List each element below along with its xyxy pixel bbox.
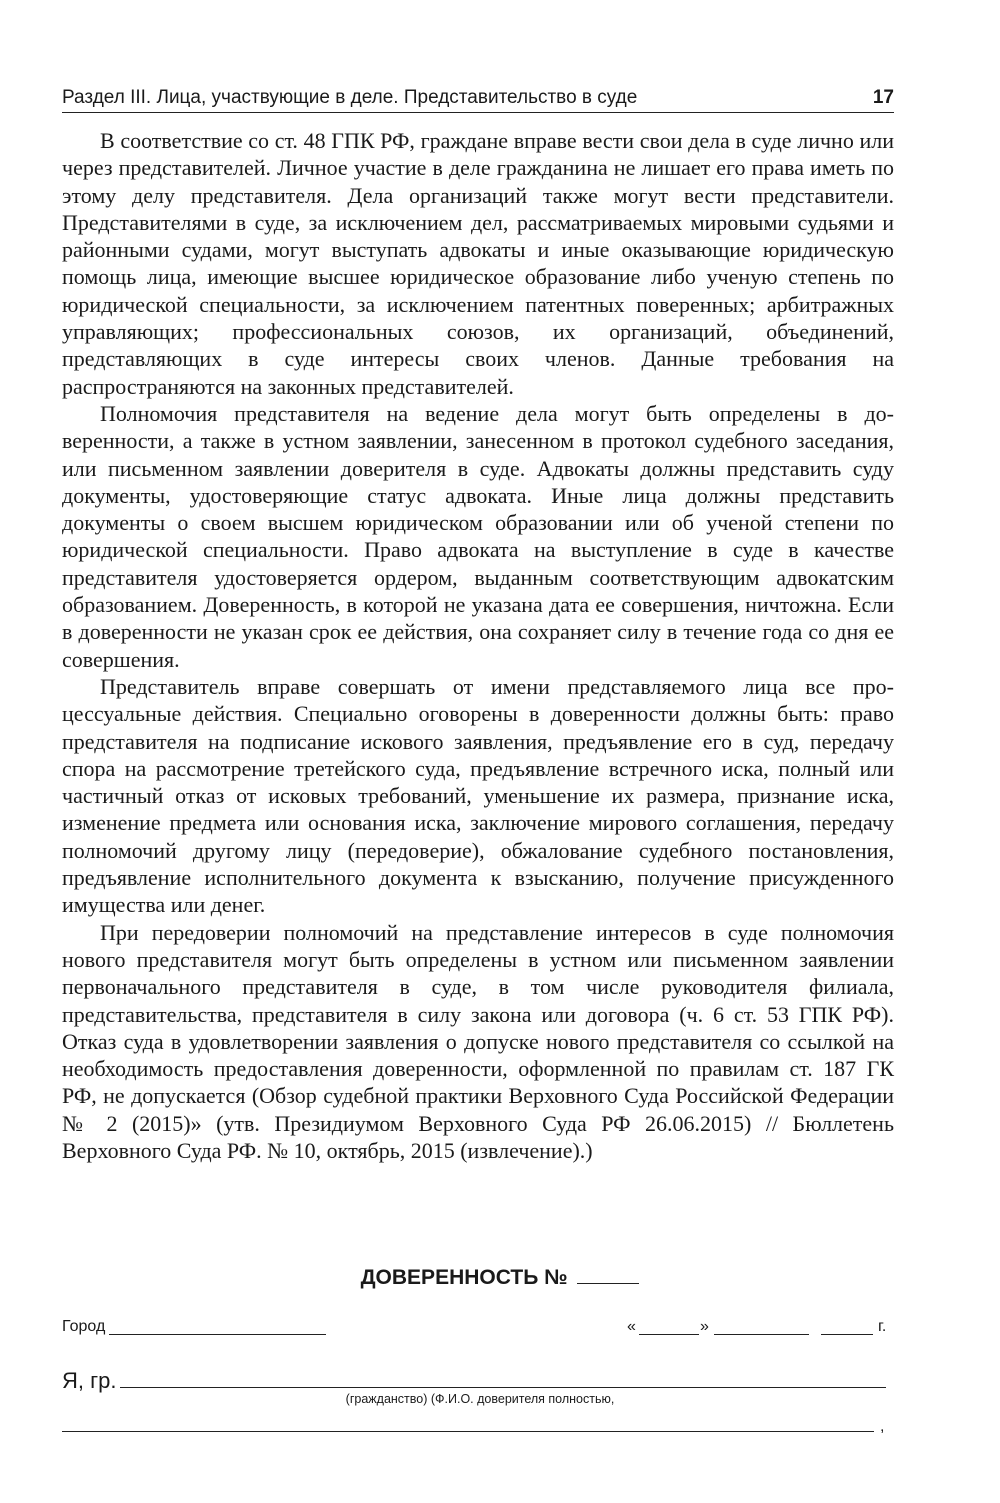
trailing-comma: ,: [880, 1418, 885, 1435]
section-title: Раздел III. Лица, участвующие в деле. Представительство в суде: [62, 87, 638, 108]
day-quote-close: »: [700, 1318, 709, 1335]
year-blank[interactable]: [821, 1334, 873, 1335]
page-number: 17: [872, 87, 894, 108]
grantor-label: Я, гр.: [62, 1368, 117, 1393]
running-header: [62, 86, 894, 113]
city-blank[interactable]: [109, 1334, 326, 1335]
grantor-hint: (гражданство) (Ф.И.О. доверителя полностью,: [345, 1392, 615, 1406]
number-blank[interactable]: [577, 1265, 639, 1284]
paragraph: Представитель вправе совершать от имени представляемого лица все процессуальные действия. Специально оговорены в доверенности должны быть: право представителя на подписание искового заявления, предъявление его в суд, передачу спора на рассмотрение третейского суда, предъявление встречного иска, полный или частичный отказ от исковых требований, уменьшение их размера, признание иска, изменение предмета или основания иска, заключение мирового соглашения, передачу полномочий другому лицу (передоверие), обжалование судебного постановления, предъявление исполнительного документа к взысканию, получение присужденного имущества или денег.: [62, 673, 894, 918]
paragraph: Полномочия представителя на ведение дела могут быть определены в доверенности, а также в устном заявлении, занесенном в протокол судебного заседания, или письменном заявлении доверителя в суде. Адвокаты должны представить суду документы, удостоверяющие статус адвоката. Иные лица должны представить документы о своем высшем юридическом образовании или об ученой степени по юридической специальности. Право адвоката на выступление в суде в качестве представителя удостоверяется ордером, выданным соответствующим адвокатским образованием. Доверенность, в которой не указана дата ее совершения, ничтожна. Если в доверенности не указан срок ее действия, она сохраняет силу в течение года со дня ее совершения.: [62, 400, 894, 672]
form-title-text: ДОВЕРЕННОСТЬ №: [360, 1266, 568, 1289]
paragraph: В соответствие со ст. 48 ГПК РФ, граждане вправе вести свои дела в суде лично или через представителей. Личное участие в деле гражданина не лишает его права иметь по этому делу представителя. Дела организаций также могут вести представители. Представителями в суде, за исключением дел, рассматриваемых мировыми судьями и районными судами, могут выступать адвокаты и иные оказывающие юридическую помощь лица, имеющие высшее юридическое образование либо ученую степень по юридической специальности, за исключением патентных поверенных; арбитражных управляющих; профессиональных союзов, их организаций, объединений, представляющих в суде интересы своих членов. Данные требования на распространяются на законных представителей.: [62, 128, 894, 399]
year-suffix: г.: [878, 1318, 887, 1335]
month-blank[interactable]: [714, 1334, 809, 1335]
continuation-blank[interactable]: [62, 1431, 874, 1432]
city-label: Город: [62, 1318, 106, 1335]
day-blank[interactable]: [639, 1334, 699, 1335]
day-quote-open: «: [627, 1318, 636, 1335]
form-title: [0, 1265, 1000, 1291]
body-text: [62, 127, 894, 1164]
grantor-blank[interactable]: [120, 1387, 886, 1388]
paragraph: При передоверии полномочий на представление интересов в суде полномочия нового представителя могут быть определены в устном или письменном заявлении первоначального представителя в суде, в том числе руководителя филиала, представительства, представителя в силу закона или договора (ч. 6 ст. 53 ГПК РФ). Отказ суда в удовлетворении заявления о допуске нового представителя со ссылкой на необходимость предоставления доверенности, оформленной по правилам ст. 187 ГК РФ, не допускается (Обзор судебной практики Верховного Суда Российской Федерации № 2 (2015)» (утв. Президиумом Верховного Суда РФ 26.06.2015) // Бюллетень Верховного Суда РФ. № 10, октябрь, 2015 (извлечение).): [62, 919, 894, 1163]
